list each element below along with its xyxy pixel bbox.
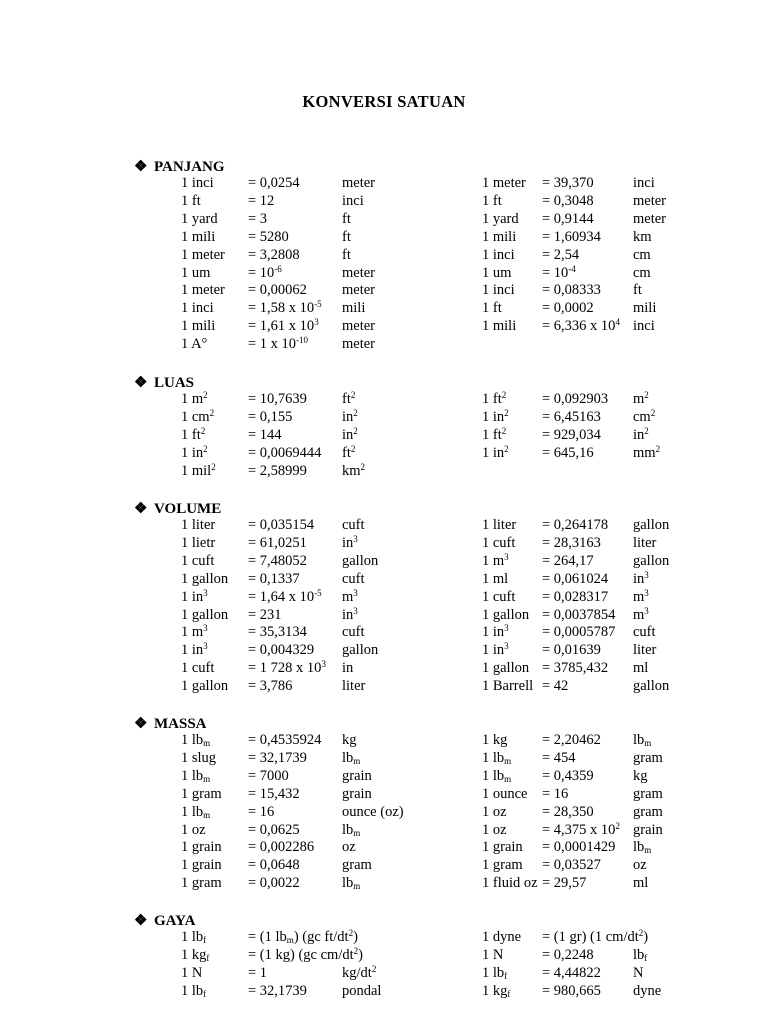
right-target-unit: ft — [633, 282, 642, 299]
left-target-unit: gram — [342, 857, 372, 874]
right-target-unit: gram — [633, 749, 663, 766]
left-target-unit: meter — [342, 318, 376, 335]
table-row — [0, 947, 768, 965]
left-unit: 1 gallon — [181, 678, 229, 695]
diamond-bullet-icon: ❖ — [134, 501, 148, 517]
left-value: = 0,1337 — [248, 570, 300, 587]
left-value: = 7,48052 — [248, 552, 307, 569]
left-target-unit: $m^3$ — [342, 587, 358, 605]
table-row — [0, 804, 768, 822]
table-row — [0, 211, 768, 229]
left-target-unit: gallon — [342, 552, 379, 569]
left-value: = 1,61 x $10^3$ — [248, 317, 319, 335]
left-value: = 0,0069444 — [248, 444, 322, 461]
right-unit: 1 mili — [482, 228, 517, 245]
section-heading-label: VOLUME — [154, 501, 222, 517]
table-row — [0, 282, 768, 300]
left-unit: 1 cuft — [181, 660, 215, 677]
left-value: = 10,7639 — [248, 391, 307, 407]
right-unit: 1 $in^2$ — [482, 407, 509, 425]
left-unit: 1 $lb_m$ — [181, 732, 211, 748]
table-row — [0, 660, 768, 678]
right-value: = 0,9144 — [542, 210, 594, 227]
left-target-unit: $km^2$ — [342, 461, 366, 479]
right-target-unit: $lb_m$ — [633, 839, 652, 856]
left-target-unit: $ft^2$ — [342, 443, 356, 461]
table-row — [0, 750, 768, 768]
page-title: KONVERSI SATUAN — [302, 92, 466, 111]
left-unit: 1 $in^3$ — [181, 587, 208, 605]
right-target-unit: $m^2$ — [633, 390, 649, 407]
right-unit: 1 um — [482, 264, 512, 281]
right-target-unit: ml — [633, 660, 649, 677]
right-target-unit: $in^2$ — [633, 425, 649, 443]
left-target-unit: kg — [342, 732, 357, 748]
right-target-unit: liter — [633, 534, 657, 551]
right-value: = 0,0002 — [542, 300, 594, 317]
right-value: = 28,350 — [542, 803, 594, 820]
left-target-unit: meter — [342, 175, 376, 191]
left-target-unit: $in^2$ — [342, 407, 358, 425]
left-unit: 1 ft — [181, 192, 201, 209]
right-unit: 1 oz — [482, 821, 507, 838]
left-unit: 1 $in^3$ — [181, 641, 208, 659]
left-target-unit: grain — [342, 785, 372, 802]
left-value: = 32,1739 — [248, 982, 307, 999]
left-unit: 1 $in^2$ — [181, 443, 208, 461]
left-unit: 1 meter — [181, 282, 225, 299]
right-unit: 1 $ft^2$ — [482, 425, 507, 443]
left-target-unit: mili — [342, 300, 366, 317]
left-target-unit: meter — [342, 336, 376, 353]
left-unit: 1 lietr — [181, 534, 216, 551]
left-target-unit: $kg/dt^2$ — [342, 963, 377, 981]
left-target-unit: in — [342, 660, 354, 677]
table-row — [0, 768, 768, 786]
left-unit: 1 grain — [181, 857, 222, 874]
left-unit: 1 mili — [181, 228, 216, 245]
left-value: = 1 728 x $10^3$ — [248, 659, 326, 677]
right-target-unit: gallon — [633, 678, 670, 695]
right-value: = 0,0037854 — [542, 606, 616, 623]
right-value: = 6,336 x $10^4$ — [542, 317, 620, 335]
table-row — [0, 965, 768, 983]
left-value: = 0,0625 — [248, 821, 300, 838]
section-heading — [134, 499, 221, 518]
right-value: = 0,264178 — [542, 517, 609, 533]
right-target-unit: $cm^2$ — [633, 407, 656, 425]
left-value: = 0,0022 — [248, 875, 300, 892]
right-value: = 0,0001429 — [542, 839, 616, 856]
left-target-unit: $ft^2$ — [342, 390, 356, 407]
left-value: = 0,002286 — [248, 839, 315, 856]
left-unit: 1 gallon — [181, 570, 229, 587]
table-row — [0, 786, 768, 804]
right-target-unit: gram — [633, 785, 663, 802]
right-target-unit: kg — [633, 767, 648, 784]
left-value: = 15,432 — [248, 785, 300, 802]
left-unit: 1 N — [181, 964, 203, 981]
left-target-unit: gallon — [342, 642, 379, 659]
left-value: = 0,00062 — [248, 282, 307, 299]
left-unit: 1 $m^2$ — [181, 390, 208, 407]
right-unit: 1 oz — [482, 803, 507, 820]
right-target-unit: cm — [633, 246, 651, 263]
right-unit: 1 $in^3$ — [482, 641, 509, 659]
diamond-bullet-icon: ❖ — [134, 913, 148, 929]
right-unit: 1 inci — [482, 246, 515, 263]
table-row — [0, 409, 768, 427]
section-heading-label: GAYA — [154, 913, 196, 929]
table-row — [0, 607, 768, 625]
right-unit: 1 $lb_f$ — [482, 964, 508, 981]
left-value: = 231 — [248, 606, 282, 623]
right-value: = 0,061024 — [542, 570, 609, 587]
left-unit: 1 $kg_f$ — [181, 946, 210, 963]
right-target-unit: $mm^2$ — [633, 443, 661, 461]
left-value: = (1 $lb_m$) (gc $ft/dt^2$) — [248, 928, 358, 945]
left-value: = 1,64 x $10^{-5}$ — [248, 587, 322, 605]
right-unit: 1 $kg_f$ — [482, 982, 511, 999]
left-value: = 7000 — [248, 767, 289, 784]
right-value: = $10^{-4}$ — [542, 263, 576, 281]
right-target-unit: mili — [633, 300, 657, 317]
left-unit: 1 inci — [181, 175, 214, 191]
right-value: = 4,375 x $10^2$ — [542, 820, 620, 838]
right-unit: 1 gallon — [482, 660, 530, 677]
right-value: = 0,01639 — [542, 642, 601, 659]
left-target-unit: inci — [342, 192, 364, 209]
right-value: = 645,16 — [542, 444, 594, 461]
right-value: = 0,2248 — [542, 946, 594, 963]
diamond-bullet-icon: ❖ — [134, 159, 148, 175]
table-row — [0, 732, 768, 750]
left-target-unit: cuft — [342, 517, 365, 533]
left-unit: 1 gram — [181, 785, 222, 802]
right-unit: 1 fluid oz — [482, 875, 538, 892]
right-unit: 1 $m^3$ — [482, 551, 509, 569]
table-row — [0, 642, 768, 660]
section-heading-label: LUAS — [154, 375, 195, 391]
table-row — [0, 445, 768, 463]
left-target-unit: $in^3$ — [342, 605, 358, 623]
left-unit: 1 $lb_m$ — [181, 767, 211, 784]
left-target-unit: $lb_m$ — [342, 875, 361, 892]
left-unit: 1 meter — [181, 246, 225, 263]
table-row — [0, 571, 768, 589]
right-target-unit: gallon — [633, 517, 670, 533]
diamond-bullet-icon: ❖ — [134, 716, 148, 732]
left-value: = 0,0648 — [248, 857, 300, 874]
right-value: = 0,08333 — [542, 282, 601, 299]
left-unit: 1 $lb_m$ — [181, 803, 211, 820]
left-value: = (1 kg) (gc $cm/dt^2$) — [248, 945, 363, 963]
table-row — [0, 265, 768, 283]
right-unit: 1 ft — [482, 300, 502, 317]
right-target-unit: inci — [633, 318, 655, 335]
right-value: = 1,60934 — [542, 228, 601, 245]
table-row — [0, 983, 768, 1001]
left-value: = 0,004329 — [248, 642, 315, 659]
left-unit: 1 grain — [181, 839, 222, 856]
left-value: = 1,58 x $10^{-5}$ — [248, 299, 322, 317]
left-value: = 3,2808 — [248, 246, 300, 263]
left-unit: 1 inci — [181, 300, 214, 317]
right-value: = 0,03527 — [542, 857, 601, 874]
right-value: = 6,45163 — [542, 408, 601, 425]
left-target-unit: ounce (oz) — [342, 803, 404, 820]
left-unit: 1 cuft — [181, 552, 215, 569]
section-heading-label: PANJANG — [154, 159, 225, 175]
left-unit: 1 mil$^2$ — [181, 461, 216, 479]
right-unit: 1 yard — [482, 210, 519, 227]
right-target-unit: liter — [633, 642, 657, 659]
right-value: = 0,0005787 — [542, 624, 616, 641]
right-value: = 16 — [542, 785, 569, 802]
right-value: = 39,370 — [542, 175, 594, 191]
right-unit: 1 N — [482, 946, 504, 963]
right-value: = 0,092903 — [542, 391, 609, 407]
table-row — [0, 336, 768, 354]
left-value: = $10^{-6}$ — [248, 263, 282, 281]
right-unit: 1 ft — [482, 192, 502, 209]
table-row — [0, 318, 768, 336]
table-row — [0, 391, 768, 409]
right-target-unit: inci — [633, 175, 655, 191]
right-value: = 2,54 — [542, 246, 580, 263]
right-unit: 1 grain — [482, 839, 523, 856]
table-row — [0, 875, 768, 893]
right-unit: 1 inci — [482, 282, 515, 299]
left-target-unit: grain — [342, 767, 372, 784]
left-value: = 0,0254 — [248, 175, 300, 191]
right-value: = 0,028317 — [542, 588, 609, 605]
left-target-unit: ft — [342, 210, 351, 227]
left-value: = 0,035154 — [248, 517, 315, 533]
section-heading-label: MASSA — [154, 716, 207, 732]
table-row — [0, 857, 768, 875]
table-row — [0, 427, 768, 445]
right-unit: 1 meter — [482, 175, 526, 191]
left-target-unit: cuft — [342, 570, 365, 587]
right-target-unit: dyne — [633, 982, 662, 999]
right-target-unit: cuft — [633, 624, 656, 641]
left-unit: 1 gram — [181, 875, 222, 892]
left-value: = 3,786 — [248, 678, 293, 695]
table-row — [0, 517, 768, 535]
section-heading — [134, 157, 225, 176]
right-unit: 1 mili — [482, 318, 517, 335]
right-target-unit: gram — [633, 803, 663, 820]
left-unit: 1 mili — [181, 318, 216, 335]
left-value: = 32,1739 — [248, 749, 307, 766]
section-heading — [134, 911, 195, 930]
right-target-unit: $lb_m$ — [633, 732, 652, 748]
right-value: = 29,57 — [542, 875, 587, 892]
table-row — [0, 678, 768, 696]
left-target-unit: ft — [342, 228, 351, 245]
right-unit: 1 $lb_m$ — [482, 749, 512, 766]
right-target-unit: meter — [633, 210, 667, 227]
left-unit: 1 $cm^2$ — [181, 407, 215, 425]
right-unit: 1 $in^3$ — [482, 623, 509, 641]
right-value: = 2,20462 — [542, 732, 601, 748]
right-value: = 454 — [542, 749, 576, 766]
left-target-unit: oz — [342, 839, 356, 856]
left-target-unit: $in^3$ — [342, 533, 358, 551]
left-target-unit: pondal — [342, 982, 382, 999]
right-value: = (1 gr) (1 $cm/dt^2$) — [542, 928, 649, 945]
right-target-unit: ml — [633, 875, 649, 892]
left-value: = 144 — [248, 426, 282, 443]
right-value: = 264,17 — [542, 552, 594, 569]
left-unit: 1 yard — [181, 210, 218, 227]
left-value: = 3 — [248, 210, 268, 227]
right-unit: 1 liter — [482, 517, 517, 533]
table-row — [0, 553, 768, 571]
right-unit: 1 ounce — [482, 785, 528, 802]
left-unit: 1 um — [181, 264, 211, 281]
table-row — [0, 463, 768, 481]
left-value: = 35,3134 — [248, 624, 307, 641]
table-row — [0, 300, 768, 318]
left-unit: 1 liter — [181, 517, 216, 533]
table-row — [0, 535, 768, 553]
right-target-unit: oz — [633, 857, 647, 874]
left-value: = 1 — [248, 964, 268, 981]
left-target-unit: meter — [342, 264, 376, 281]
left-value: = 2,58999 — [248, 462, 307, 479]
right-unit: 1 cuft — [482, 534, 516, 551]
left-unit: 1 $lb_f$ — [181, 929, 207, 945]
right-value: = 0,4359 — [542, 767, 594, 784]
section-heading — [134, 714, 207, 733]
right-unit: 1 Barrell — [482, 678, 534, 695]
left-value: = 1 x $10^{-10}$ — [248, 335, 309, 353]
table-row — [0, 589, 768, 607]
table-row — [0, 229, 768, 247]
right-unit: 1 $in^2$ — [482, 443, 509, 461]
left-value: = 61,0251 — [248, 534, 307, 551]
right-value: = 4,44822 — [542, 964, 601, 981]
left-value: = 12 — [248, 192, 275, 209]
right-target-unit: km — [633, 228, 652, 245]
left-target-unit: cuft — [342, 624, 365, 641]
right-unit: 1 $ft^2$ — [482, 390, 507, 407]
right-unit: 1 cuft — [482, 588, 516, 605]
right-target-unit: $m^3$ — [633, 605, 649, 623]
right-value: = 0,3048 — [542, 192, 594, 209]
left-unit: 1 oz — [181, 821, 206, 838]
left-value: = 5280 — [248, 228, 289, 245]
right-target-unit: $in^3$ — [633, 569, 649, 587]
left-target-unit: $lb_m$ — [342, 821, 361, 838]
left-unit: 1 $ft^2$ — [181, 425, 206, 443]
left-unit: 1 slug — [181, 749, 217, 766]
left-unit: 1 $m^3$ — [181, 623, 208, 641]
right-target-unit: meter — [633, 192, 667, 209]
right-unit: 1 gallon — [482, 606, 530, 623]
table-row — [0, 624, 768, 642]
left-target-unit: ft — [342, 246, 351, 263]
table-row — [0, 175, 768, 193]
right-value: = 3785,432 — [542, 660, 609, 677]
left-unit: 1 $lb_f$ — [181, 982, 207, 999]
left-target-unit: meter — [342, 282, 376, 299]
right-target-unit: cm — [633, 264, 651, 281]
left-target-unit: $lb_m$ — [342, 749, 361, 766]
section-heading — [134, 373, 194, 392]
right-target-unit: grain — [633, 821, 663, 838]
left-target-unit: liter — [342, 678, 366, 695]
left-target-unit: $in^2$ — [342, 425, 358, 443]
right-unit: 1 $lb_m$ — [482, 767, 512, 784]
table-row — [0, 839, 768, 857]
table-row — [0, 929, 768, 947]
right-value: = 42 — [542, 678, 569, 695]
right-target-unit: gallon — [633, 552, 670, 569]
right-unit: 1 dyne — [482, 929, 522, 945]
left-value: = 0,4535924 — [248, 732, 322, 748]
right-unit: 1 ml — [482, 570, 509, 587]
table-row — [0, 247, 768, 265]
diamond-bullet-icon: ❖ — [134, 375, 148, 391]
left-value: = 16 — [248, 803, 275, 820]
table-row — [0, 822, 768, 840]
right-unit: 1 kg — [482, 732, 508, 748]
right-unit: 1 gram — [482, 857, 523, 874]
right-value: = 929,034 — [542, 426, 601, 443]
table-row — [0, 193, 768, 211]
right-value: = 980,665 — [542, 982, 601, 999]
left-value: = 0,155 — [248, 408, 293, 425]
left-unit: 1 gallon — [181, 606, 229, 623]
right-target-unit: N — [633, 964, 644, 981]
right-value: = 28,3163 — [542, 534, 601, 551]
right-target-unit: $lb_f$ — [633, 946, 648, 963]
right-target-unit: $m^3$ — [633, 587, 649, 605]
left-unit: 1 A° — [181, 336, 208, 353]
